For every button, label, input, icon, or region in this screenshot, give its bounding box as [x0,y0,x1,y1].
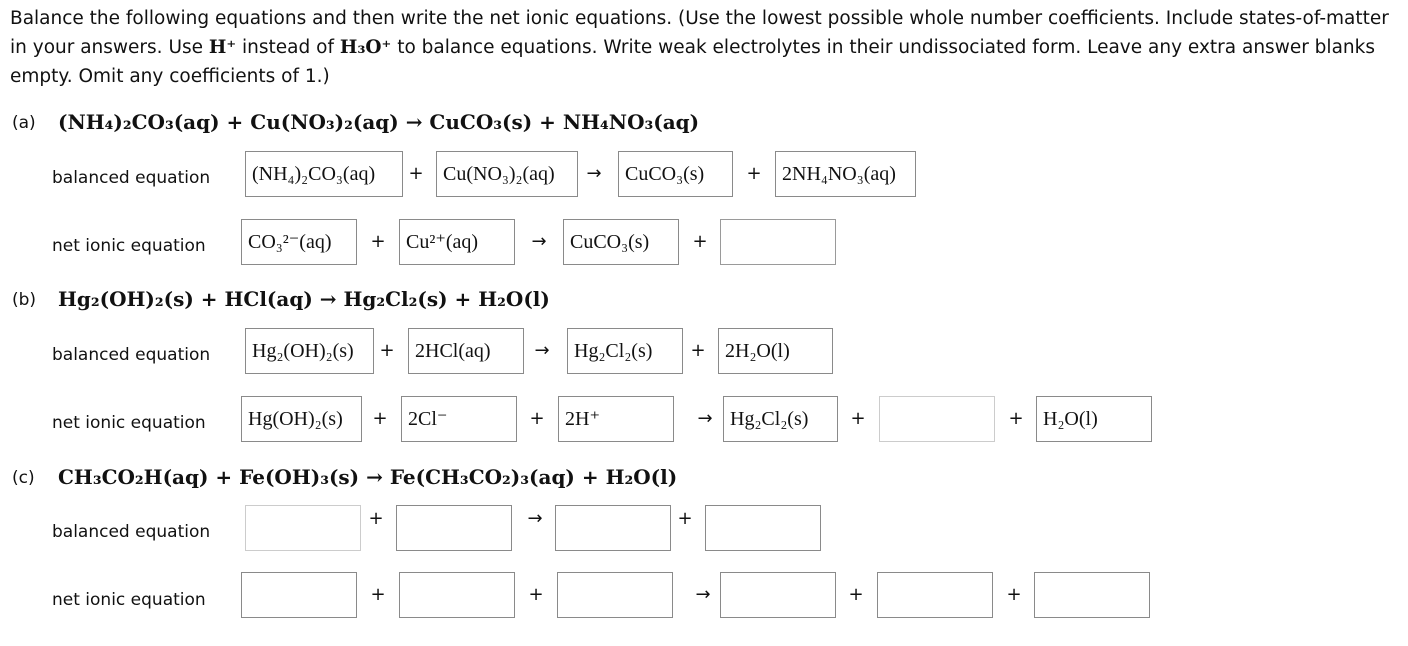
part-c-equation: CH₃CO₂H(aq) + Fe(OH)₃(s) → Fe(CH₃CO₂)₃(aq) + H₂O(l) [58,465,678,489]
part-c-balanced-field-4[interactable] [705,505,821,551]
part-b-balanced-field-2[interactable]: 2HCl(aq) [408,328,524,374]
plus-sign: + [372,408,388,429]
plus-sign: + [677,508,693,529]
part-c-net-field-6[interactable] [1034,572,1150,618]
plus-sign: + [368,508,384,529]
plus-sign: + [379,340,395,361]
part-a-net-field-4[interactable] [720,219,836,265]
part-b-net-label: net ionic equation [52,413,206,433]
plus-sign: + [850,408,866,429]
part-c-label: (c) [12,468,35,488]
part-a-balanced-field-4[interactable]: 2NH₄NO₃(aq) [775,151,916,197]
part-b-net-field-2[interactable]: 2Cl⁻ [401,396,517,442]
reaction-arrow: → [534,340,550,361]
part-a-equation: (NH₄)₂CO₃(aq) + Cu(NO₃)₂(aq) → CuCO₃(s) + NH₄NO₃(aq) [58,110,700,134]
plus-sign: + [529,408,545,429]
reaction-arrow: → [697,408,713,429]
plus-sign: + [370,231,386,252]
reaction-arrow: → [527,508,543,529]
plus-sign: + [1006,584,1022,605]
h3o-plus-symbol: H₃O⁺ [339,37,392,58]
plus-sign: + [528,584,544,605]
plus-sign: + [408,163,424,184]
part-c-net-label: net ionic equation [52,590,206,610]
part-b-balanced-field-3[interactable]: Hg₂Cl₂(s) [567,328,683,374]
part-c-net-field-5[interactable] [877,572,993,618]
part-a-net-field-2[interactable]: Cu²⁺(aq) [399,219,515,265]
part-b-net-field-1[interactable]: Hg(OH)₂(s) [241,396,362,442]
part-b-net-field-6[interactable]: H₂O(l) [1036,396,1152,442]
plus-sign: + [690,340,706,361]
h-plus-symbol: H⁺ [208,37,237,58]
reaction-arrow: → [695,584,711,605]
part-a-balanced-field-2[interactable]: Cu(NO₃)₂(aq) [436,151,578,197]
part-b-label: (b) [12,290,37,310]
part-a-balanced-field-3[interactable]: CuCO₃(s) [618,151,733,197]
part-a-net-field-3[interactable]: CuCO₃(s) [563,219,679,265]
part-b-net-field-4[interactable]: Hg₂Cl₂(s) [723,396,838,442]
part-a-label: (a) [12,113,36,133]
part-c-balanced-field-2[interactable] [396,505,512,551]
part-c-net-field-1[interactable] [241,572,357,618]
part-a-net-field-1[interactable]: CO₃²⁻(aq) [241,219,357,265]
part-c-net-field-3[interactable] [557,572,673,618]
reaction-arrow: → [531,231,547,252]
part-b-net-field-3[interactable]: 2H⁺ [558,396,674,442]
part-a-balanced-field-1[interactable]: (NH₄)₂CO₃(aq) [245,151,403,197]
plus-sign: + [848,584,864,605]
part-c-net-field-4[interactable] [720,572,836,618]
part-b-balanced-field-1[interactable]: Hg₂(OH)₂(s) [245,328,374,374]
plus-sign: + [1008,408,1024,429]
part-b-balanced-label: balanced equation [52,345,211,365]
part-a-net-label: net ionic equation [52,236,206,256]
part-c-balanced-field-3[interactable] [555,505,671,551]
part-b-equation: Hg₂(OH)₂(s) + HCl(aq) → Hg₂Cl₂(s) + H₂O(l) [58,287,550,311]
part-a-balanced-label: balanced equation [52,168,211,188]
part-c-balanced-label: balanced equation [52,522,211,542]
part-b-net-field-5[interactable] [879,396,995,442]
part-c-net-field-2[interactable] [399,572,515,618]
instructions: Balance the following equations and then write the net ionic equations. (Use the lowest possible whole number coefficients. Include states-of-matter in your answers. Use H⁺ instead of H₃O⁺ to balance equations. Write weak electrolytes in their undissociated form. Leave any extra answer blanks empty. Omit any coefficients of 1.) [10,8,1389,87]
part-c-balanced-field-1[interactable] [245,505,361,551]
plus-sign: + [692,231,708,252]
reaction-arrow: → [586,163,602,184]
plus-sign: + [370,584,386,605]
part-b-balanced-field-4[interactable]: 2H₂O(l) [718,328,833,374]
plus-sign: + [746,163,762,184]
